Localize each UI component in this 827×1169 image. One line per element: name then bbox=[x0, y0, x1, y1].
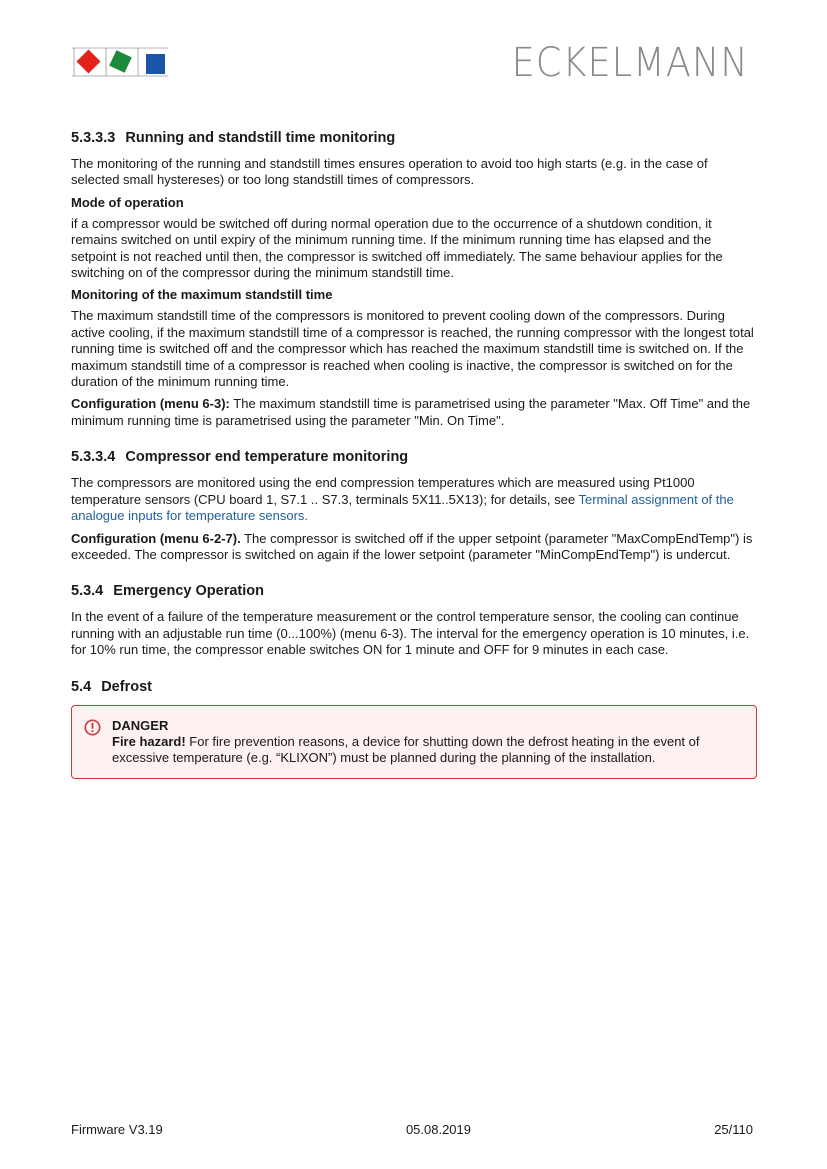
page-footer bbox=[71, 1122, 753, 1137]
brand-wordmark: ECKELMANN bbox=[511, 40, 749, 86]
heading-5-3-3-3: 5.3.3.3 Running and standstill time monitoring bbox=[71, 130, 396, 146]
config-paragraph: Configuration (menu 6-3): The maximum standstill time is parametrised using the parameter "Max. Off Time" and the minimum running time is parametrised using the parameter "Min. On Time". bbox=[71, 396, 751, 428]
logo-red-square bbox=[76, 49, 100, 73]
terminal-assignment-link[interactable]: Terminal assignment of the analogue inputs for temperature sensors. bbox=[71, 491, 734, 524]
heading-5-4: 5.4 Defrost bbox=[71, 678, 152, 695]
logo-green-square bbox=[109, 50, 132, 73]
logo-blue-square bbox=[146, 54, 165, 74]
page-content bbox=[71, 130, 757, 779]
eckelmann-logo bbox=[72, 46, 168, 78]
config-paragraph: Configuration (menu 6-2-7). The compressor is switched off if the upper setpoint (parameter "MaxCompEndTemp") is exceeded. The compressor is switched on again if the lower setpoint (parameter "MinCompEndTemp") is undercut. bbox=[71, 530, 753, 562]
footer-page-number: 25/110 bbox=[714, 1122, 753, 1137]
warning-circle-icon bbox=[84, 719, 101, 736]
heading-5-3-4: 5.3.4 Emergency Operation bbox=[71, 583, 264, 600]
danger-text: Fire hazard! For fire prevention reasons, a device for shutting down the defrost heating in the event of excessive temperature (e.g. “KLIXON”) must be planned during the planning of the installation. bbox=[112, 733, 700, 765]
paragraph: The monitoring of the running and standstill times ensures operation to avoid too high starts (e.g. in the case of selected small hystereses) or too long standstill times of compressors. bbox=[71, 156, 708, 188]
heading-5-3-3-4: 5.3.3.4 Compressor end temperature monitoring bbox=[71, 449, 409, 466]
subheading-mode-of-operation: Mode of operation bbox=[71, 194, 184, 210]
footer-firmware: Firmware V3.19 bbox=[71, 1122, 163, 1137]
danger-notice bbox=[71, 705, 757, 780]
danger-title: DANGER bbox=[112, 717, 169, 733]
paragraph: if a compressor would be switched off during normal operation due to the occurrence of a shutdown condition, it remains switched on until expiry of the minimum running time. If the minimum running time has elapsed and the setpoint is not reached until then, the compressor is switched off immediately. The same behaviour applies for the switching on of the compressor during the minimum standstill time. bbox=[71, 215, 723, 281]
paragraph: The maximum standstill time of the compressors is monitored to prevent cooling down of the compressors. During active cooling, if the maximum standstill time of a compressor is reached, the running compressor with the longest total running time is switched off and the compressor which has reached the maximum standstill time is switched on. If the maximum standstill time of a compressor is reached when cooling is inactive, the compressor is switched on for the duration of the minimum running time. bbox=[71, 308, 754, 390]
paragraph: The compressors are monitored using the end compression temperatures which are measured using Pt1000 temperature sensors (CPU board 1, S7.1 .. S7.3, terminals 5X11..5X13); for details, see Terminal assignment of the analogue inputs for temperature sensors. bbox=[71, 475, 734, 524]
footer-date: 05.08.2019 bbox=[405, 1122, 472, 1137]
paragraph: In the event of a failure of the temperature measurement or the control temperature sensor, the cooling can continue running with an adjustable run time (0...100%) (menu 6-3). The interval for the emergency operation is 10 minutes, i.e. for 10% run time, the compressor enable switches ON for 1 minute and OFF for 9 minutes in each case. bbox=[71, 609, 750, 658]
subheading-max-standstill: Monitoring of the maximum standstill time bbox=[71, 287, 333, 303]
